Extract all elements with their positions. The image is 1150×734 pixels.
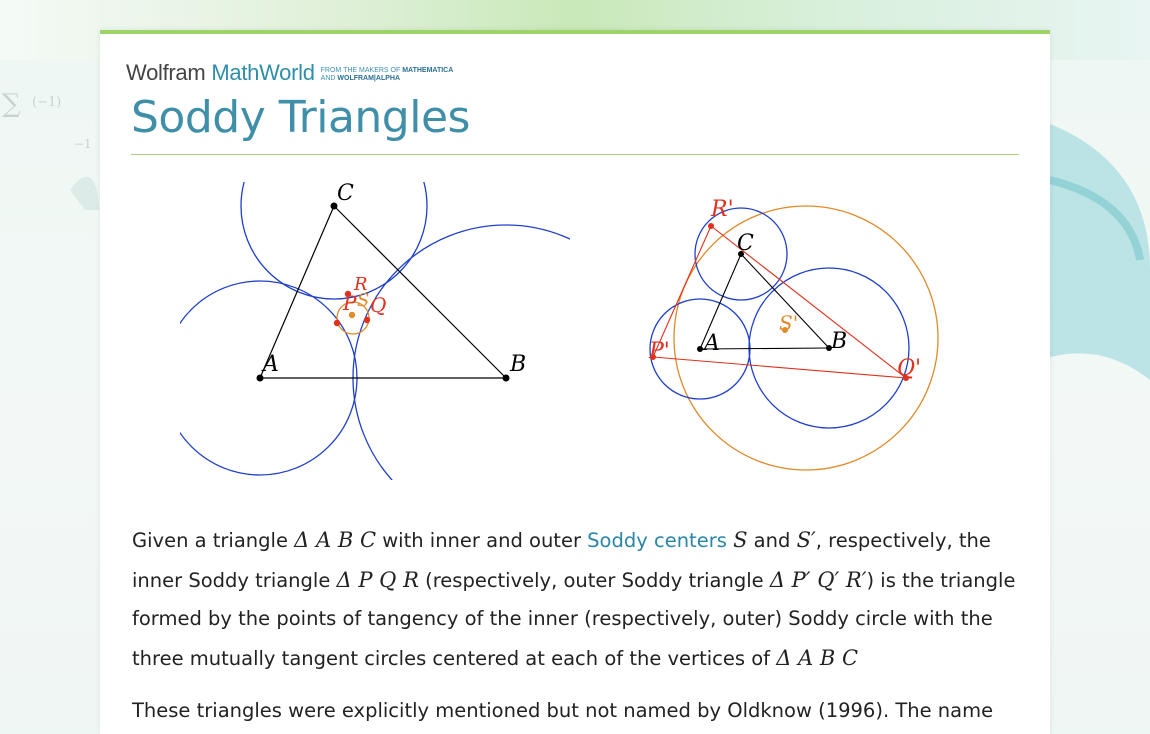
site-logo[interactable] xyxy=(126,60,453,86)
label-s-prime: S' xyxy=(779,311,799,335)
svg-text:(−1): (−1) xyxy=(32,95,62,110)
label-b-prime-vertex: B xyxy=(831,329,848,354)
math-s: S xyxy=(733,528,748,552)
svg-text:−1: −1 xyxy=(74,137,92,151)
label-r: R xyxy=(354,274,368,295)
soddy-triangles-figure xyxy=(100,174,1050,484)
background-math-decoration xyxy=(0,90,100,210)
math-triangle-pqr-prime: Δ P′ Q′ R′ xyxy=(769,567,867,592)
left-diagram xyxy=(163,174,659,484)
label-a: A xyxy=(263,352,279,377)
label-q-prime: Q' xyxy=(897,356,922,381)
label-c: C xyxy=(337,181,354,206)
math-triangle-pqr: Δ P Q R xyxy=(336,567,419,592)
math-triangle-abc-2: Δ A B C xyxy=(776,645,859,670)
label-p-prime: P' xyxy=(649,339,670,364)
content-card xyxy=(100,30,1050,734)
tagline-line-1: FROM THE MAKERS OF MATHEMATICA xyxy=(320,67,454,74)
title-divider xyxy=(131,154,1019,155)
logo-mathworld-text: MathWorld xyxy=(211,60,315,85)
right-soddy-points xyxy=(650,223,909,381)
label-c-prime-vertex: C xyxy=(737,231,754,256)
circle-c xyxy=(241,174,427,299)
page-title: Soddy Triangles xyxy=(131,92,470,143)
label-q: Q xyxy=(370,293,387,317)
right-triangle-pqr xyxy=(653,226,906,378)
label-p: P xyxy=(343,291,357,315)
left-triangle-abc xyxy=(260,206,506,378)
math-s-prime: S′ xyxy=(796,528,816,552)
math-triangle-abc: Δ A B C xyxy=(294,528,377,552)
label-a-prime-vertex: A xyxy=(704,331,720,356)
right-diagram xyxy=(650,206,938,470)
definition-paragraph: Given a triangle Δ A B C with inner and outer Soddy centers S and S′, respectively, the inner Soddy triangle Δ P Q R (respectively, outer Soddy triangle Δ P′ Q′ R′) is the triangle formed by the points of tangency of the inner (respectively, outer) Soddy circle with the three mutually tangent circles centered at each of the vertices of Δ A B C xyxy=(132,528,1016,670)
logo-wolfram-text: Wolfram xyxy=(126,60,206,85)
background-surface-decoration xyxy=(1040,120,1150,540)
label-r-prime: R' xyxy=(711,197,734,222)
label-s: S xyxy=(357,290,370,311)
soddy-centers-link[interactable]: Soddy centers xyxy=(587,529,727,552)
logo-tagline xyxy=(321,67,454,83)
label-b: B xyxy=(510,352,527,377)
svg-text:∑: ∑ xyxy=(2,90,21,119)
history-paragraph: These triangles were explicitly mentioned but not named by Oldknow (1996). The name xyxy=(132,699,994,722)
tagline-line-2: AND WOLFRAM|ALPHA xyxy=(320,75,401,82)
circle-b xyxy=(353,225,659,484)
